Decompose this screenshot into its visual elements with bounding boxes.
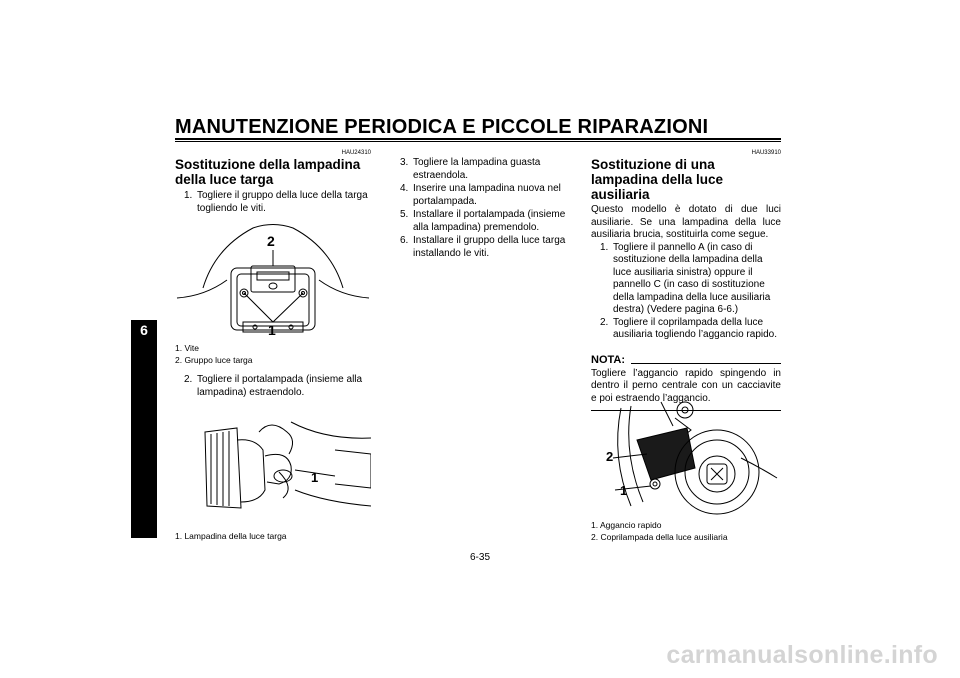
figure-legend [591,519,781,543]
page-title: MANUTENZIONE PERIODICA E PICCOLE RIPARAZIONI [175,116,709,138]
step-text: Installare il gruppo della luce targa installando le viti. [413,235,566,259]
step-item [175,374,393,399]
column-2 [391,157,577,260]
column-3 [591,150,781,411]
section-code: HAU33910 [751,150,781,156]
callout-label: 1 [620,483,628,498]
watermark: carmanualsonline.info [666,641,938,669]
callout-label: 1 [311,470,319,485]
figure-legend [175,530,371,542]
step-number: 1. [600,241,609,253]
legend-item: 1. Aggancio rapido [591,520,662,530]
section-title: Sostituzione della lampadina della luce targa [175,157,361,187]
nota-text: Togliere l’aggancio rapido spingendo in dentro il perno centrale con un cacciavite e poi estraendo l’aggancio. [591,367,781,404]
step-text: Installare il portalampada (insieme alla lampadina) premendolo. [413,209,566,233]
step-text: Togliere il pannello A (in caso di sostituzione della lampadina della luce ausiliaria sinistra) oppure il pannello C (in caso di sostituzione della lampadina della luce ausiliaria destra) (Vedere pagina 6-6.) [613,241,771,315]
intro-paragraph: Questo modello è dotato di due luci ausiliarie. Se una lampadina della luce ausiliaria brucia, sostituirla come segue. [591,204,781,240]
step-number: 6. [400,235,409,246]
step-item [591,242,781,317]
step-text: Togliere il gruppo della luce della targa togliendo le viti. [197,190,368,214]
step-item [391,235,577,260]
callout-label: 1 [268,322,276,338]
legend-item: 2. Gruppo luce targa [175,355,253,365]
page-number: 6-35 [469,552,490,563]
section-code: HAU24310 [341,150,371,156]
nota-label: NOTA: [591,353,626,366]
step-item [391,183,577,208]
header-rule-thin [175,141,781,142]
step-item [391,209,577,234]
callout-label: 2 [606,449,614,464]
step-item [391,157,577,182]
step-number: 2. [184,374,193,385]
section-title: Sostituzione di una lampadina della luce ausiliaria [591,157,724,202]
step-number: 3. [400,157,409,168]
step-text: Togliere il portalampada (insieme alla lampadina) estraendolo. [197,374,363,398]
legend-item: 1. Lampadina della luce targa [175,531,287,541]
nota-rule [631,363,781,364]
chapter-tab [131,320,157,538]
nota-header [591,354,781,366]
step-text: Togliere la lampadina guasta estraendola. [413,157,541,181]
legend-item: 1. Vite [175,343,199,353]
step-item [175,190,371,215]
column-1 [175,150,371,215]
step-item [591,317,781,342]
step-number: 1. [184,190,193,201]
callout-label: 2 [267,233,275,249]
header-rule [175,138,781,140]
bulb-socket-illustration [175,410,371,524]
step-number: 5. [400,209,409,220]
auxiliary-light-illustration [591,398,781,516]
step-number: 4. [400,183,409,194]
figure-legend [175,342,371,366]
legend-item: 2. Coprilampada della luce ausiliaria [591,532,728,542]
chapter-number: 6 [140,322,148,338]
step-text: Inserire una lampadina nuova nel portalampada. [413,183,561,207]
step-text: Togliere il coprilampada della luce ausiliaria togliendo l’aggancio rapido. [613,316,777,340]
step-number: 2. [600,316,609,328]
